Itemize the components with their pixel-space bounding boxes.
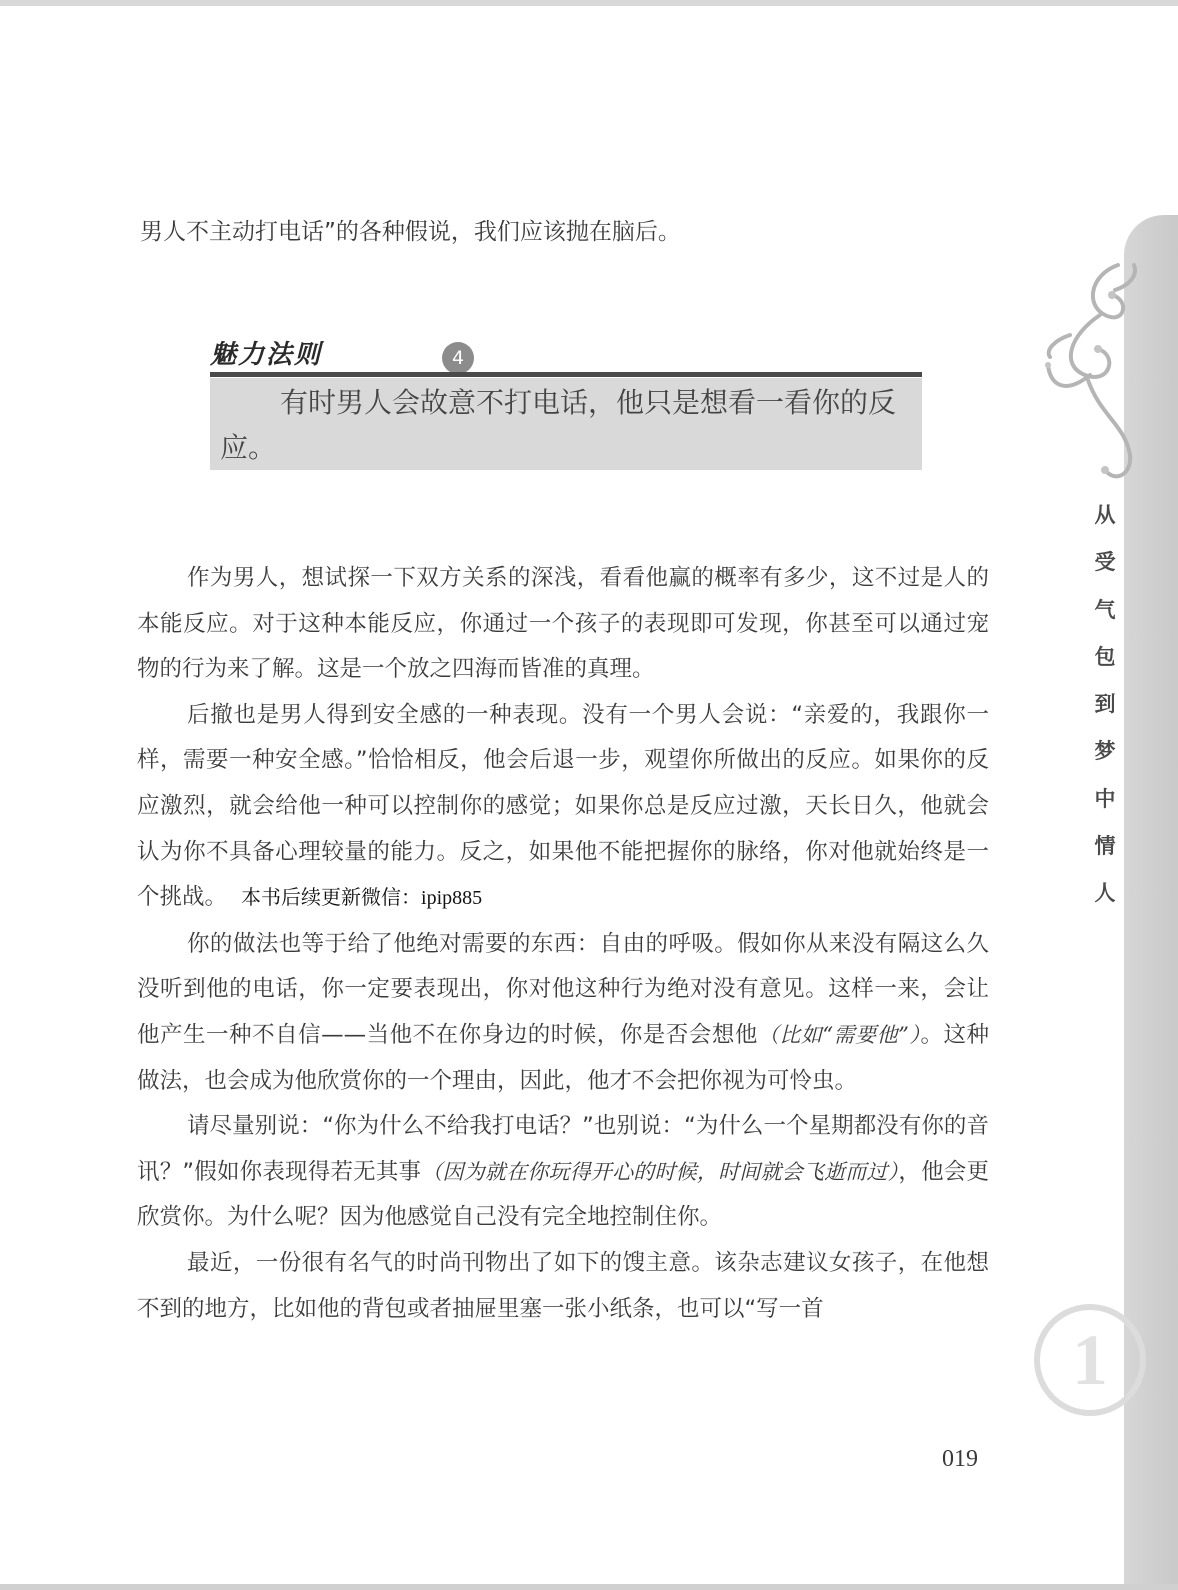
rule-underline <box>210 372 922 377</box>
top-border <box>0 0 1178 6</box>
side-title-char: 梦 <box>1094 739 1116 764</box>
rule-callout-box: 有时男人会故意不打电话，他只是想看一看你的反应。 <box>210 378 922 470</box>
body-text <box>137 556 989 1332</box>
paragraph-text: ，他会更欣赏你。为什么呢？因为他感觉自己没有完全地控制住你。 <box>137 1158 989 1231</box>
page-number: 019 <box>942 1446 978 1472</box>
rule-header <box>210 330 922 380</box>
chapter-number: 1 <box>1072 1320 1108 1400</box>
rule-number-badge: 4 <box>442 342 474 374</box>
continued-text-line: 男人不主动打电话”的各种假说，我们应该抛在脑后。 <box>140 219 681 245</box>
paragraph <box>137 922 989 1104</box>
paragraph-text: 后撤也是男人得到安全感的一种表现。没有一个男人会说：“亲爱的，我跟你一样，需要一种安全感。”恰恰相反，他会后退一步，观望你所做出的反应。如果你的反应激烈，就会给他一种可以控制你的感觉；如果你总是反应过激，天长日久，他就会认为你不具备心理较量的能力。反之，如果他不能把握你的脉络，你对他就始终是一个挑战。 <box>137 701 989 911</box>
side-title-char: 气 <box>1094 597 1116 622</box>
side-title-char: 包 <box>1094 644 1116 669</box>
paragraph-text: 作为男人，想试探一下双方关系的深浅，看看他赢的概率有多少，这不过是人的本能反应。对于这种本能反应，你通过一个孩子的表现即可发现，你甚至可以通过宠物的行为来了解。这是一个放之四海而皆准的真理。 <box>137 565 989 683</box>
side-title-char: 中 <box>1094 786 1116 811</box>
paragraph <box>137 1241 989 1332</box>
side-title-char: 受 <box>1094 550 1116 575</box>
paragraph <box>137 693 989 922</box>
paragraph-text: 。这种做法，也会成为他欣赏你的一个理由，因此，他才不会把你视为可怜虫。 <box>137 1021 989 1094</box>
paragraph-aside: （因为就在你玩得开心的时候，时间就会飞逝而过） <box>421 1159 899 1184</box>
chapter-number-badge <box>1030 1300 1150 1420</box>
paragraph-text: 最近，一份很有名气的时尚刊物出了如下的馊主意。该杂志建议女孩子，在他想不到的地方，比如他的背包或者抽屉里塞一张小纸条，也可以“写一首 <box>137 1249 989 1322</box>
bottom-border <box>0 1584 1178 1590</box>
paragraph-aside: （比如“需要他”） <box>757 1022 921 1047</box>
paragraph-text: 你的做法也等于给了他绝对需要的东西：自由的呼吸。假如你从来没有隔这么久没听到他的电话，你一定要表现出，你对他这种行为绝对没有意见。这样一来，会让他产生一种不自信——当他不在你身边的时候，你是否会想他 <box>137 930 989 1048</box>
floral-ornament-icon <box>1030 245 1140 495</box>
paragraph <box>137 1104 989 1241</box>
promo-note: 本书后续更新微信：ipip885 <box>241 887 483 910</box>
book-title-vertical <box>1088 492 1122 918</box>
paragraph-text: 请尽量别说：“你为什么不给我打电话？”也别说：“为什么一个星期都没有你的音讯？”假如你表现得若无其事 <box>137 1113 989 1185</box>
paragraph <box>137 556 989 693</box>
side-title-char: 情 <box>1094 834 1116 859</box>
side-title-char: 从 <box>1094 503 1116 527</box>
side-title-char: 到 <box>1094 692 1116 717</box>
rule-title: 魅力法则 <box>210 340 323 370</box>
side-title-char: 人 <box>1094 881 1116 906</box>
